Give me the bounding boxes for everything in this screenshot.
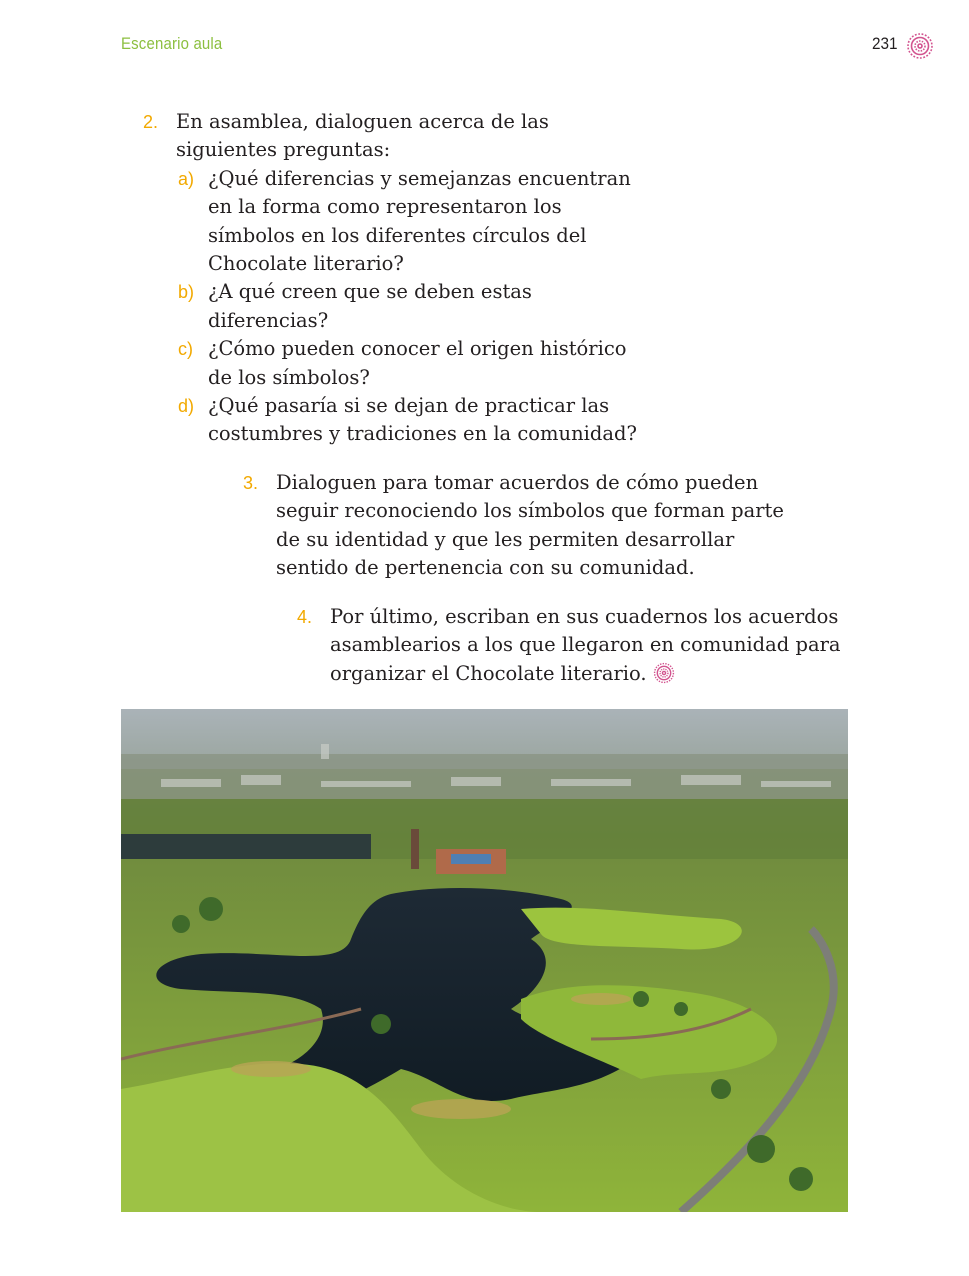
- question-text-line: siguientes preguntas:: [176, 138, 391, 162]
- question-text-fragment: organizar el Chocolate literario.: [330, 661, 647, 685]
- question-number: 2.: [143, 112, 159, 132]
- subitem-text-line: de los símbolos?: [208, 365, 370, 389]
- subitem-text-line: ¿Cómo pueden conocer el origen histórico: [208, 337, 627, 361]
- question-text-line: Por último, escriban en sus cuadernos los acuerdos: [330, 605, 839, 628]
- subitem-text-line: diferencias?: [208, 308, 329, 332]
- question-text-line: asamblearios a los que llegaron en comunidad para: [330, 633, 841, 657]
- subitem-text-line: ¿Qué diferencias y semejanzas encuentran: [208, 166, 631, 190]
- subitem-a: [176, 165, 637, 279]
- question-number: 4.: [297, 607, 313, 627]
- section-title: Escenario aula: [121, 34, 223, 53]
- subitem-c: [176, 335, 637, 392]
- concentric-circle-ornament-icon: [906, 32, 934, 60]
- subitem-text-line: símbolos en los diferentes círculos del: [208, 223, 587, 247]
- question-text-line: Dialoguen para tomar acuerdos de cómo pueden: [276, 471, 759, 494]
- question-text-line: sentido de pertenencia con su comunidad.: [276, 556, 695, 580]
- subitem-letter: b): [178, 282, 195, 303]
- question-text-line: seguir reconociendo los símbolos que forman parte: [276, 499, 784, 523]
- question-number: 3.: [243, 473, 259, 493]
- question-4: [297, 603, 841, 688]
- subitem-text-line: en la forma como representaron los: [208, 195, 562, 219]
- subitem-b: [176, 278, 637, 335]
- concentric-circle-end-icon: [653, 662, 675, 684]
- question-2: [143, 108, 637, 449]
- question-text-line: En asamblea, dialoguen acerca de las: [176, 110, 549, 133]
- subitem-letter: c): [178, 339, 193, 360]
- subitem-text-line: ¿A qué creen que se deben estas: [208, 280, 532, 304]
- question-text-line: de su identidad y que les permiten desarrollar: [276, 527, 735, 551]
- subitem-text-line: ¿Qué pasaría si se dejan de practicar las: [208, 394, 610, 418]
- subitem-d: [176, 392, 637, 449]
- question-3: [243, 469, 784, 583]
- question-text-line: [330, 660, 841, 688]
- subitem-text-line: costumbres y tradiciones en la comunidad?: [208, 422, 637, 446]
- aerial-park-lake-photo: [121, 709, 848, 1212]
- subitem-letter: d): [178, 396, 195, 417]
- subitem-letter: a): [178, 168, 195, 189]
- subitem-text-line: Chocolate literario?: [208, 252, 404, 276]
- page-number: 231: [872, 34, 898, 53]
